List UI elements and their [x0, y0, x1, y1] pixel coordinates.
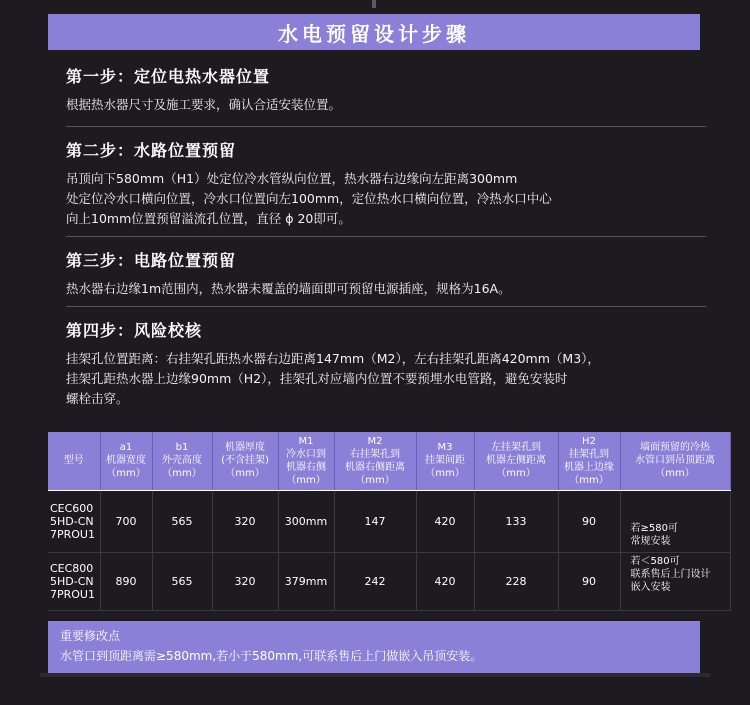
cell-note: 若≥580可 常规安装: [620, 490, 730, 552]
cell-h2: 90: [558, 490, 620, 552]
cell-thickness: 320: [212, 552, 278, 610]
important-notice: [48, 621, 700, 673]
cell-m1: 300mm: [278, 490, 334, 552]
cell-a1: 700: [100, 490, 152, 552]
notice-shadow: [40, 673, 710, 677]
cell-model: CEC6005HD-CN7PROU1: [48, 490, 100, 552]
cell-m1: 379mm: [278, 552, 334, 610]
title-banner: [48, 14, 700, 50]
cell-model: CEC8005HD-CN7PROU1: [48, 552, 100, 610]
step-2-heading: 第二步：水路位置预留: [66, 141, 237, 160]
divider: [66, 306, 706, 307]
cell-note: 若＜580可 联系售后上门设计 嵌入安装: [620, 552, 730, 610]
step-3-heading: 第三步：电路位置预留: [66, 251, 237, 270]
cell-h2: 90: [558, 552, 620, 610]
step-4-text: 挂架孔位置距离：右挂架孔距热水器右边距离147mm（M2），左右挂架孔距离420mm（M3）， 挂架孔距热水器上边缘90mm（H2），挂架孔对应墙内位置不要预埋水电管路，避免安装时 螺栓击穿。: [66, 351, 600, 406]
cell-m3: 420: [416, 552, 474, 610]
notice-title: 重要修改点: [60, 629, 121, 643]
step-4: [66, 318, 706, 409]
step-2-text: 吊顶向下580mm（H1）处定位冷水管纵向位置，热水器右边缘向左距离300mm 处定位冷水口横向位置，冷水口位置向左100mm，定位热水口横向位置，冷热水口中心 向上10mm位置预留溢流孔位置，直径 ϕ 20即可。: [66, 171, 552, 226]
step-3: [66, 248, 706, 299]
divider: [66, 236, 706, 237]
cell-thickness: 320: [212, 490, 278, 552]
cell-left-hole: 133: [474, 490, 558, 552]
cell-left-hole: 228: [474, 552, 558, 610]
cell-m2: 242: [334, 552, 416, 610]
cell-b1: 565: [152, 552, 212, 610]
step-1-text: 根据热水器尺寸及施工要求，确认合适安装位置。: [66, 97, 342, 112]
header-thickness: 机器厚度 (不含挂架) （mm）: [212, 432, 278, 490]
header-h2: H2 挂架孔到 机器上边缘 （mm）: [558, 432, 620, 490]
table-header-row: [48, 432, 730, 490]
spec-table: [48, 432, 731, 611]
page-title: 水电预留设计步骤: [278, 21, 470, 46]
table-row: [48, 552, 730, 610]
cell-a1: 890: [100, 552, 152, 610]
step-2: [66, 138, 706, 229]
step-3-text: 热水器右边缘1m范围内，热水器未覆盖的墙面即可预留电源插座，规格为16A。: [66, 281, 511, 296]
step-1: [66, 64, 706, 115]
header-left-hole: 左挂架孔到 机器左侧距离 （mm）: [474, 432, 558, 490]
header-pipe-distance: 墙面预留的冷热 水管口到吊顶距离 （mm）: [620, 432, 730, 490]
table-row: [48, 490, 730, 552]
step-4-heading: 第四步：风险校核: [66, 321, 203, 340]
header-m2: M2 右挂架孔到 机器右侧距离 （mm）: [334, 432, 416, 490]
notice-text: 水管口到顶距离需≥580mm,若小于580mm,可联系售后上门做嵌入吊顶安装。: [60, 649, 483, 663]
divider: [66, 126, 706, 127]
header-model: 型号: [48, 432, 100, 490]
step-1-heading: 第一步：定位电热水器位置: [66, 67, 271, 86]
cell-b1: 565: [152, 490, 212, 552]
header-a1: a1 机器宽度 （mm）: [100, 432, 152, 490]
header-m1: M1 冷水口到 机器右侧 （mm）: [278, 432, 334, 490]
cell-m3: 420: [416, 490, 474, 552]
top-decoration: [372, 0, 376, 8]
header-m3: M3 挂架间距 （mm）: [416, 432, 474, 490]
header-b1: b1 外壳高度 （mm）: [152, 432, 212, 490]
cell-m2: 147: [334, 490, 416, 552]
